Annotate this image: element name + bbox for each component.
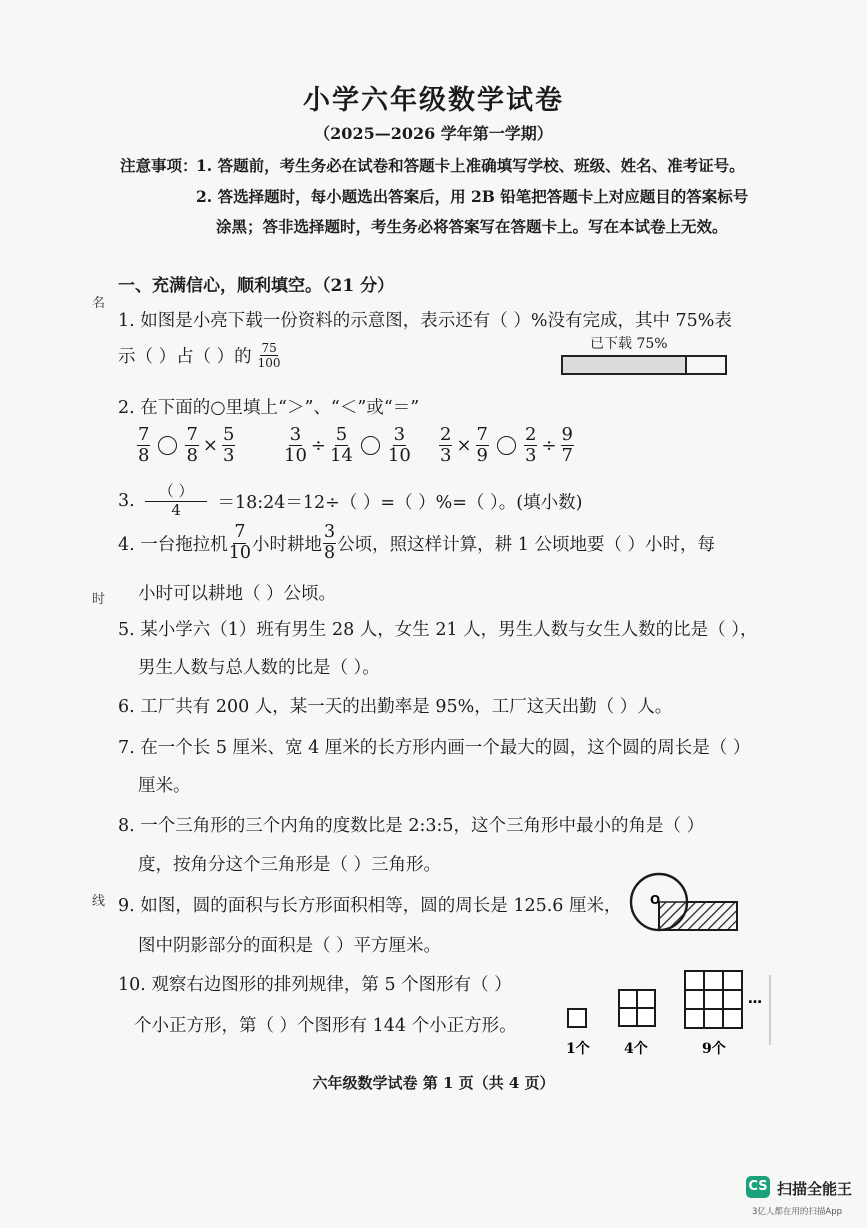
- pattern-label-1: 1个: [566, 1041, 590, 1057]
- compare-circle[interactable]: [361, 436, 380, 455]
- question-1-line1: 1. 如图是小亮下载一份资料的示意图，表示还有（ ）%没有完成，其中 75%表: [118, 311, 732, 331]
- fraction: [229, 524, 251, 562]
- question-7-line2: 厘米。: [138, 776, 191, 796]
- numerator: 3: [289, 424, 302, 445]
- square-pattern-figure: [566, 965, 766, 1061]
- numerator: 3: [324, 522, 336, 542]
- compare-circle[interactable]: [497, 436, 516, 455]
- circle-rectangle-figure: [626, 872, 744, 938]
- fraction: [388, 426, 411, 465]
- denominator: 8: [324, 542, 336, 563]
- fraction: [524, 426, 537, 465]
- question-4-text-b: 小时耕地: [252, 534, 323, 555]
- numerator: 7: [476, 424, 488, 445]
- question-2: 2. 在下面的○里填上“＞”、“＜”或“＝”: [118, 398, 420, 418]
- pattern-1-square: [568, 1009, 586, 1027]
- question-9-line2: 图中阴影部分的面积是（ ）平方厘米。: [138, 936, 442, 956]
- operator: ÷: [310, 435, 326, 456]
- denominator: 10: [284, 445, 307, 466]
- fraction: [476, 426, 489, 465]
- denominator: 3: [223, 445, 235, 466]
- denominator: 3: [525, 445, 537, 466]
- numerator: 7: [138, 424, 150, 445]
- compare-expression-3: [438, 426, 575, 465]
- pattern-3-grid: [685, 971, 742, 1028]
- pattern-label-3: 9个: [702, 1041, 726, 1057]
- notice-label: 注意事项：: [120, 156, 198, 175]
- notice-item-2-cont: 涂黑；答非选择题时，考生务必将答案写在答题卡上。写在本试卷上无效。: [216, 217, 728, 236]
- pattern-label-2: 4个: [624, 1041, 648, 1057]
- numerator: 2: [525, 424, 537, 445]
- question-1-text: 示（ ）占（ ）的: [118, 347, 252, 367]
- page-subtitle: （2025—2026 学年第一学期）: [314, 124, 553, 143]
- operator: ×: [202, 435, 218, 456]
- margin-mark-line: 线: [92, 894, 106, 909]
- page-footer: 六年级数学试卷 第 1 页（共 4 页）: [312, 1074, 555, 1092]
- margin-mark-time: 时: [92, 592, 106, 607]
- fraction: [137, 426, 150, 465]
- operator: ×: [456, 435, 472, 456]
- compare-expression-1: [136, 426, 236, 465]
- compare-circle[interactable]: [158, 436, 177, 455]
- question-8-line2: 度，按角分这个三角形是（ ）三角形。: [138, 855, 442, 875]
- scan-edge-line: [769, 975, 771, 1045]
- center-label: O: [650, 893, 661, 907]
- pattern-2-grid: [619, 990, 655, 1026]
- page-title: 小学六年级数学试卷: [303, 85, 564, 116]
- numerator: （ ）: [145, 484, 208, 502]
- question-4-line2: 小时可以耕地（ ）公顷。: [138, 584, 337, 604]
- camscanner-tagline: 3亿人都在用的扫描App: [752, 1207, 843, 1217]
- question-1-line2: [118, 342, 282, 369]
- denominator: 9: [476, 445, 488, 466]
- fraction-75-100: [258, 342, 281, 369]
- fraction: [323, 524, 336, 562]
- fraction: [284, 426, 307, 465]
- fraction: [185, 426, 198, 465]
- denominator: 3: [440, 445, 452, 466]
- fraction: [439, 426, 452, 465]
- fraction-numerator: 75: [261, 341, 277, 355]
- numerator: 9: [561, 424, 573, 445]
- fraction-denominator: 100: [257, 356, 281, 370]
- fraction: [222, 426, 235, 465]
- question-4-text-a: 4. 一台拖拉机: [118, 534, 228, 555]
- numerator: 7: [186, 424, 198, 445]
- camscanner-logo-icon: CS: [746, 1176, 770, 1198]
- denominator: 8: [186, 445, 198, 466]
- numerator: 2: [440, 424, 452, 445]
- question-10-line1: 10. 观察右边图形的排列规律，第 5 个图形有（ ）: [118, 975, 512, 995]
- question-8-line1: 8. 一个三角形的三个内角的度数比是 2:3:5，这个三角形中最小的角是（ ）: [118, 816, 705, 836]
- question-6: 6. 工厂共有 200 人，某一天的出勤率是 95%，工厂这天出勤（ ）人。: [118, 697, 673, 717]
- question-5-line2: 男生人数与总人数的比是（ ）。: [138, 658, 380, 678]
- denominator: 14: [330, 445, 353, 466]
- question-5-line1: 5. 某小学六（1）班有男生 28 人，女生 21 人，男生人数与女生人数的比是（ ），: [118, 620, 758, 640]
- numerator: 5: [335, 424, 348, 445]
- question-4-text-c: 公顷，照这样计算，耕 1 公顷地要（ ）小时，每: [337, 534, 716, 555]
- denominator: 10: [387, 445, 411, 466]
- denominator: 8: [138, 445, 150, 466]
- question-7-line1: 7. 在一个长 5 厘米、宽 4 厘米的长方形内画一个最大的圆，这个圆的周长是（ ）: [118, 738, 751, 758]
- question-3-text: ＝18:24＝12÷（ ）=（ ）%=（ ）。(填小数): [217, 492, 583, 513]
- section-heading: 一、充满信心，顺利填空。（21 分）: [118, 276, 395, 296]
- download-progress-bar: [561, 355, 727, 375]
- question-9-line1: 9. 如图，圆的面积与长方形面积相等，圆的周长是 125.6 厘米，: [118, 896, 622, 916]
- numerator: 7: [234, 522, 246, 542]
- notice-item-1: 1. 答题前，考生务必在试卷和答题卡上准确填写学校、班级、姓名、准考证号。: [196, 156, 745, 175]
- numerator: 5: [223, 424, 235, 445]
- question-4-line1: [118, 524, 715, 562]
- margin-mark-name: 名: [92, 296, 106, 311]
- operator: ÷: [541, 435, 557, 456]
- question-3: [118, 484, 582, 518]
- notice-item-2: 2. 答选择题时，每小题选出答案后，用 2B 铅笔把答题卡上对应题目的答案标号: [196, 187, 749, 206]
- fraction: [561, 426, 574, 465]
- question-10-line2: 个小正方形，第（ ）个图形有 144 个小正方形。: [134, 1016, 517, 1036]
- camscanner-name: 扫描全能王: [777, 1180, 853, 1198]
- blank-fraction: [145, 484, 208, 518]
- pattern-ellipsis: …: [748, 991, 762, 1007]
- denominator: 7: [561, 445, 573, 466]
- question-number: 3.: [118, 491, 135, 511]
- download-bar-label: 已下载 75%: [590, 336, 668, 352]
- denominator: 10: [228, 542, 252, 563]
- denominator: 4: [171, 501, 181, 519]
- fraction: [330, 426, 353, 465]
- compare-expression-2: [283, 426, 412, 465]
- download-progress-fill: [563, 357, 687, 373]
- numerator: 3: [393, 424, 406, 445]
